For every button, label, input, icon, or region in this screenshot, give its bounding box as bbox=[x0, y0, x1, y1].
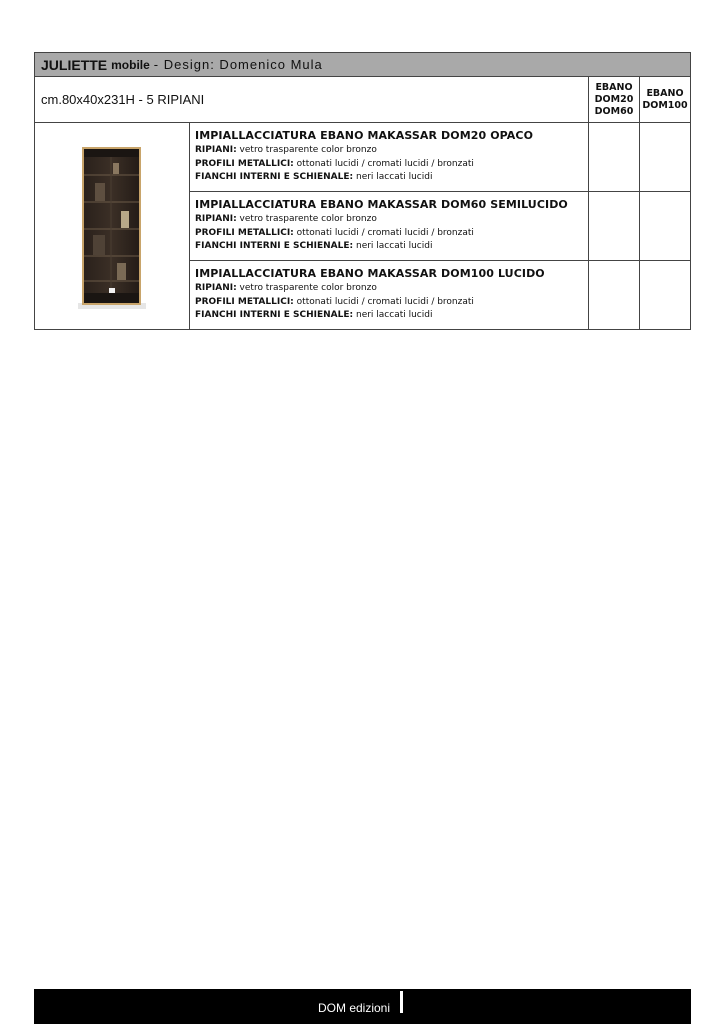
variant-row bbox=[190, 123, 690, 192]
product-type: mobile bbox=[111, 57, 150, 72]
spec-line bbox=[195, 171, 588, 185]
column-header-line: EBANO bbox=[595, 81, 633, 93]
price-cell-dom100 bbox=[639, 261, 690, 329]
price-cell-dom100 bbox=[639, 192, 690, 260]
spec-line bbox=[195, 213, 588, 227]
footer-divider bbox=[400, 991, 403, 1013]
column-header-line: DOM20 bbox=[594, 93, 634, 105]
spec-value: ottonati lucidi / cromati lucidi / bronzati bbox=[296, 227, 474, 238]
spec-line bbox=[195, 296, 588, 310]
header-row bbox=[35, 77, 690, 123]
column-header-dom100 bbox=[639, 77, 690, 122]
spec-label: PROFILI METALLICI: bbox=[195, 227, 294, 238]
column-header-line: EBANO bbox=[646, 87, 684, 99]
footer bbox=[34, 989, 691, 1024]
spec-value: vetro trasparente color bronzo bbox=[239, 214, 377, 224]
spec-value: neri laccati lucidi bbox=[355, 310, 433, 320]
variant-row bbox=[190, 192, 690, 261]
price-cell-dom20-dom60 bbox=[588, 123, 639, 191]
variant-row bbox=[190, 261, 690, 329]
footer-brand: DOM edizioni bbox=[318, 1001, 391, 1015]
variant-title: IMPIALLACCIATURA EBANO MAKASSAR DOM60 SEMILUCIDO bbox=[195, 198, 568, 211]
spec-value: neri laccati lucidi bbox=[355, 172, 433, 182]
price-cell-dom20-dom60 bbox=[588, 261, 639, 329]
cabinet-illustration bbox=[35, 123, 190, 329]
variant-title: IMPIALLACCIATURA EBANO MAKASSAR DOM100 LUCIDO bbox=[195, 267, 545, 280]
spec-value: vetro trasparente color bronzo bbox=[239, 283, 377, 293]
spec-label: RIPIANI: bbox=[195, 145, 237, 155]
column-header-dom20-dom60 bbox=[588, 77, 639, 122]
variant-description bbox=[190, 261, 588, 329]
spec-line bbox=[195, 282, 588, 296]
spec-value: neri laccati lucidi bbox=[355, 241, 433, 251]
column-header-line: DOM60 bbox=[594, 105, 634, 117]
variant-description bbox=[190, 192, 588, 260]
product-name: JULIETTE bbox=[41, 56, 108, 73]
spec-label: PROFILI METALLICI: bbox=[195, 296, 294, 307]
spec-line bbox=[195, 240, 588, 254]
dimensions: cm.80x40x231H - 5 RIPIANI bbox=[41, 92, 205, 107]
spec-label: RIPIANI: bbox=[195, 283, 237, 293]
spec-value: ottonati lucidi / cromati lucidi / bronzati bbox=[296, 158, 474, 169]
product-image-cell bbox=[35, 123, 190, 329]
spec-value: vetro trasparente color bronzo bbox=[239, 145, 377, 155]
spec-label: FIANCHI INTERNI E SCHIENALE: bbox=[195, 172, 354, 182]
spec-label: PROFILI METALLICI: bbox=[195, 158, 294, 169]
body-row bbox=[35, 123, 690, 329]
spec-label: FIANCHI INTERNI E SCHIENALE: bbox=[195, 241, 354, 251]
spec-label: RIPIANI: bbox=[195, 214, 237, 224]
designer: - Design: Domenico Mula bbox=[153, 57, 323, 72]
variant-list bbox=[190, 123, 690, 329]
column-header-line: DOM100 bbox=[642, 99, 688, 111]
spec-label: FIANCHI INTERNI E SCHIENALE: bbox=[195, 310, 354, 320]
spec-line bbox=[195, 144, 588, 158]
spec-line bbox=[195, 309, 588, 323]
spec-line bbox=[195, 227, 588, 241]
product-sheet bbox=[34, 52, 691, 330]
price-cell-dom100 bbox=[639, 123, 690, 191]
price-cell-dom20-dom60 bbox=[588, 192, 639, 260]
variant-title: IMPIALLACCIATURA EBANO MAKASSAR DOM20 OPACO bbox=[195, 129, 534, 142]
spec-line bbox=[195, 158, 588, 172]
variant-description bbox=[190, 123, 588, 191]
title-bar bbox=[35, 53, 690, 77]
spec-value: ottonati lucidi / cromati lucidi / bronzati bbox=[296, 296, 474, 307]
